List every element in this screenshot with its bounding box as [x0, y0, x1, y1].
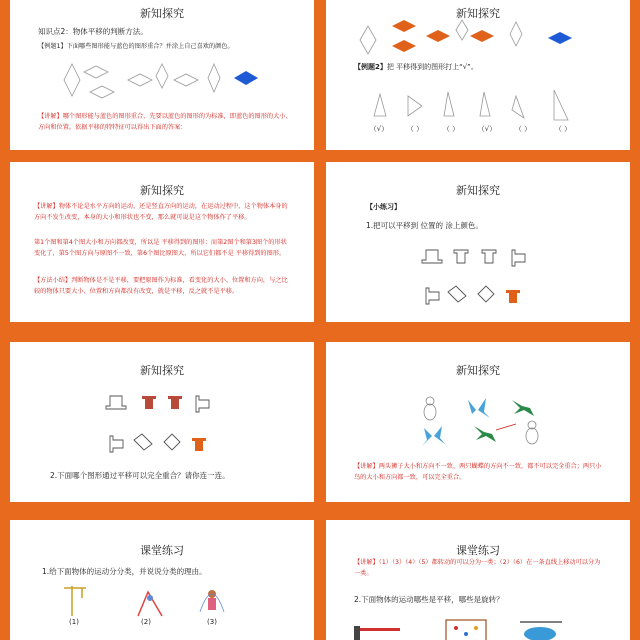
motion-pictures-2 — [326, 614, 630, 640]
barrier-gate-icon — [354, 626, 400, 640]
answer-5[interactable]: （ ） — [514, 125, 532, 133]
slide-title: 新知探究 — [456, 184, 500, 197]
abacus-icon — [446, 620, 486, 640]
example-1: 【例题1】下面哪些图形能与蓝色的图形重合？并涂上自己喜欢的颜色。 — [38, 43, 234, 50]
rhombus-1 — [64, 64, 80, 96]
motion-pictures — [10, 582, 314, 622]
picture-label-2: (2) — [141, 618, 151, 626]
blue-rhombus — [234, 71, 258, 85]
answer-4[interactable]: （√） — [477, 125, 497, 133]
hat-shapes-row-1 — [326, 246, 630, 276]
slide-1[interactable] — [10, 0, 314, 150]
slide-title: 新知探究 — [456, 7, 500, 20]
rhombus-2 — [84, 66, 108, 78]
slide-3[interactable] — [10, 162, 314, 322]
example-2 — [354, 62, 478, 73]
explanation-2: 第1个图和第4个图大小和方向都改变，所以是 平移得到的图形；而第2图个和第3图个的形状变化了，第5个图方向与原图不一致，第6个图比原图大，所以它们都不是 平移得到的图形。 — [34, 239, 287, 257]
exercise-question: 2.下面哪个图形通过平移可以完全重合？请你连一连。 — [50, 471, 230, 480]
slide-5[interactable] — [10, 342, 314, 502]
slide-title: 新知探究 — [140, 7, 184, 20]
exercise-label: 【小练习】 — [366, 203, 401, 211]
slide-7[interactable] — [10, 520, 314, 640]
method-label: 【方法小结】 — [34, 277, 72, 284]
answer-6[interactable]: （ ） — [554, 125, 572, 133]
picture-label-3: (3) — [207, 618, 217, 626]
helicopter-icon — [520, 622, 562, 640]
picture-label-1: (1) — [69, 618, 79, 626]
explain-text: 物体不论是水平方向的运动，还是竖直方向的运动，在运动过程中，这个物体本身的方向不发生改变，本身的大小和形状也不变，那么就可说是这个物体作了平移。 — [34, 203, 288, 221]
slide-title: 新知探究 — [456, 364, 500, 377]
method-text: 判断物体是不是平移，要把原图作为标准，看变化的大小、位置和方向，与之比较的物体只要大小、位置和方向都没有改变，就是平移，反之就不是平移。 — [34, 277, 288, 295]
method-summary — [34, 276, 292, 297]
rhombus-5 — [156, 64, 168, 88]
exercise-question: 2.下面物体的运动哪些是平移，哪些是旋转？ — [354, 595, 504, 604]
animal-shapes — [326, 392, 630, 462]
explanation: 【讲解】两头狮子大小和方向不一致，两只蝴蝶的方向不一致，都不可以完全重合；两只小鸟的大小和方向都一致，可以完全重合。 — [354, 463, 602, 481]
butterfly-icon-2 — [422, 426, 445, 446]
slide-2[interactable] — [326, 0, 630, 150]
colored-rhombuses — [326, 18, 630, 68]
jump-rope-icon — [200, 590, 224, 612]
slide-title: 新知探究 — [140, 184, 184, 197]
hats-bottom — [10, 434, 314, 464]
slide-title: 新知探究 — [140, 364, 184, 377]
explanation-1 — [34, 202, 292, 223]
slide-8[interactable] — [326, 520, 630, 640]
cat-icon — [424, 397, 436, 420]
knowledge-point: 知识点2：物体平移的判断方法。 — [38, 27, 148, 36]
explanation: 【讲解】（1）（3）（4）（5）都转动的可以分为一类；（2）（6）在一条直线上移动可以分为一类。 — [354, 559, 601, 577]
cat-icon-2 — [526, 421, 538, 444]
rhombus-3 — [90, 86, 114, 98]
bird-icon-2 — [474, 426, 496, 442]
explanation: 【讲解】哪个图形能与蓝色的图形重合，先要以蓝色的图形的为标准，即蓝色的图形的大小、方向和位置。依据平移的特特征可以得出下面的答案： — [38, 113, 292, 131]
rhombus-7 — [208, 64, 220, 92]
slide-title: 课堂练习 — [456, 544, 500, 557]
slide-icon — [138, 592, 162, 616]
rhombus-6 — [174, 74, 198, 86]
slide-6[interactable] — [326, 342, 630, 502]
exercise-question: 1.给下面物体的运动分分类，并说说分类的理由。 — [42, 567, 207, 576]
red-hat — [506, 290, 520, 303]
answer-1[interactable]: （√） — [369, 125, 389, 133]
rhombus-shapes — [10, 62, 314, 112]
rhombus-4 — [128, 74, 152, 86]
answer-2[interactable]: （ ） — [406, 125, 424, 133]
example-2-text: 把 平移得到的图形打上“√”。 — [386, 63, 478, 71]
exercise-question: 1.把可以平移到 位置的 涂上颜色。 — [366, 221, 483, 230]
slide-title: 课堂练习 — [140, 544, 184, 557]
hats-top — [10, 394, 314, 424]
hat-shapes-row-2 — [326, 286, 630, 316]
bird-icon — [512, 400, 534, 416]
example-2-label: 【例题2】 — [354, 63, 387, 71]
crane-icon — [64, 586, 86, 616]
slide-4[interactable] — [326, 162, 630, 322]
answer-3[interactable]: （ ） — [442, 125, 460, 133]
butterfly-icon — [466, 398, 490, 420]
explain-label: 【讲解】 — [34, 203, 59, 210]
